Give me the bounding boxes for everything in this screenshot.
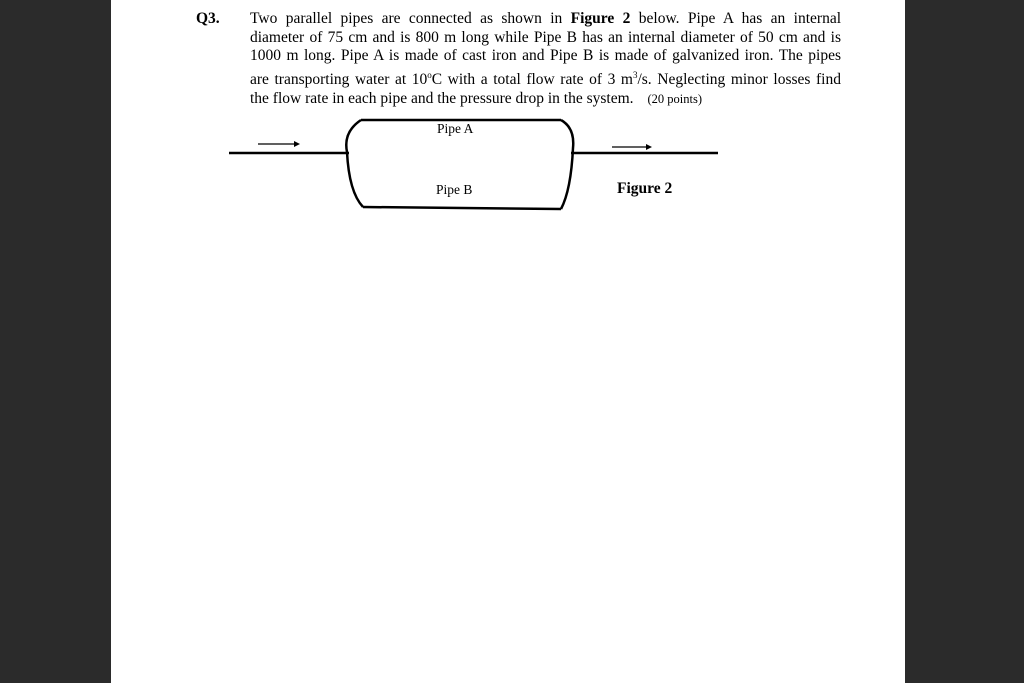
left-junction [346, 120, 363, 207]
question-line-4: are transporting water at 10$^o$C with a total flow rate of 3 $m^3/s$. Neglecting minor losses find [250, 69, 841, 88]
inlet-flow-arrow [258, 141, 300, 147]
points-label: (20 points) [647, 91, 703, 106]
question-line-2: diameter of 75 cm and is 800 m long while Pipe B has an internal diameter of 50 cm and is [250, 28, 841, 46]
pipe-b [363, 207, 561, 209]
question-line-3: 1000 m long. Pipe A is made of cast iron and Pipe B is made of galvanized iron. The pipes [250, 47, 841, 65]
figure-caption: Figure 2 [617, 180, 673, 197]
right-junction [561, 120, 573, 209]
pipe-a-label: Pipe A [437, 121, 474, 136]
pipe-diagram [111, 0, 905, 683]
document-page [111, 0, 905, 683]
question-number: Q3. [196, 10, 220, 27]
question-line-1: Two parallel pipes are connected as shown in Figure 2 below. Pipe A has an internal [250, 10, 842, 27]
outlet-flow-arrow [612, 144, 652, 150]
question-line-5: the flow rate in each pipe and the pressure drop in the system. (20 points) [250, 89, 703, 107]
pipe-b-label: Pipe B [436, 182, 473, 197]
